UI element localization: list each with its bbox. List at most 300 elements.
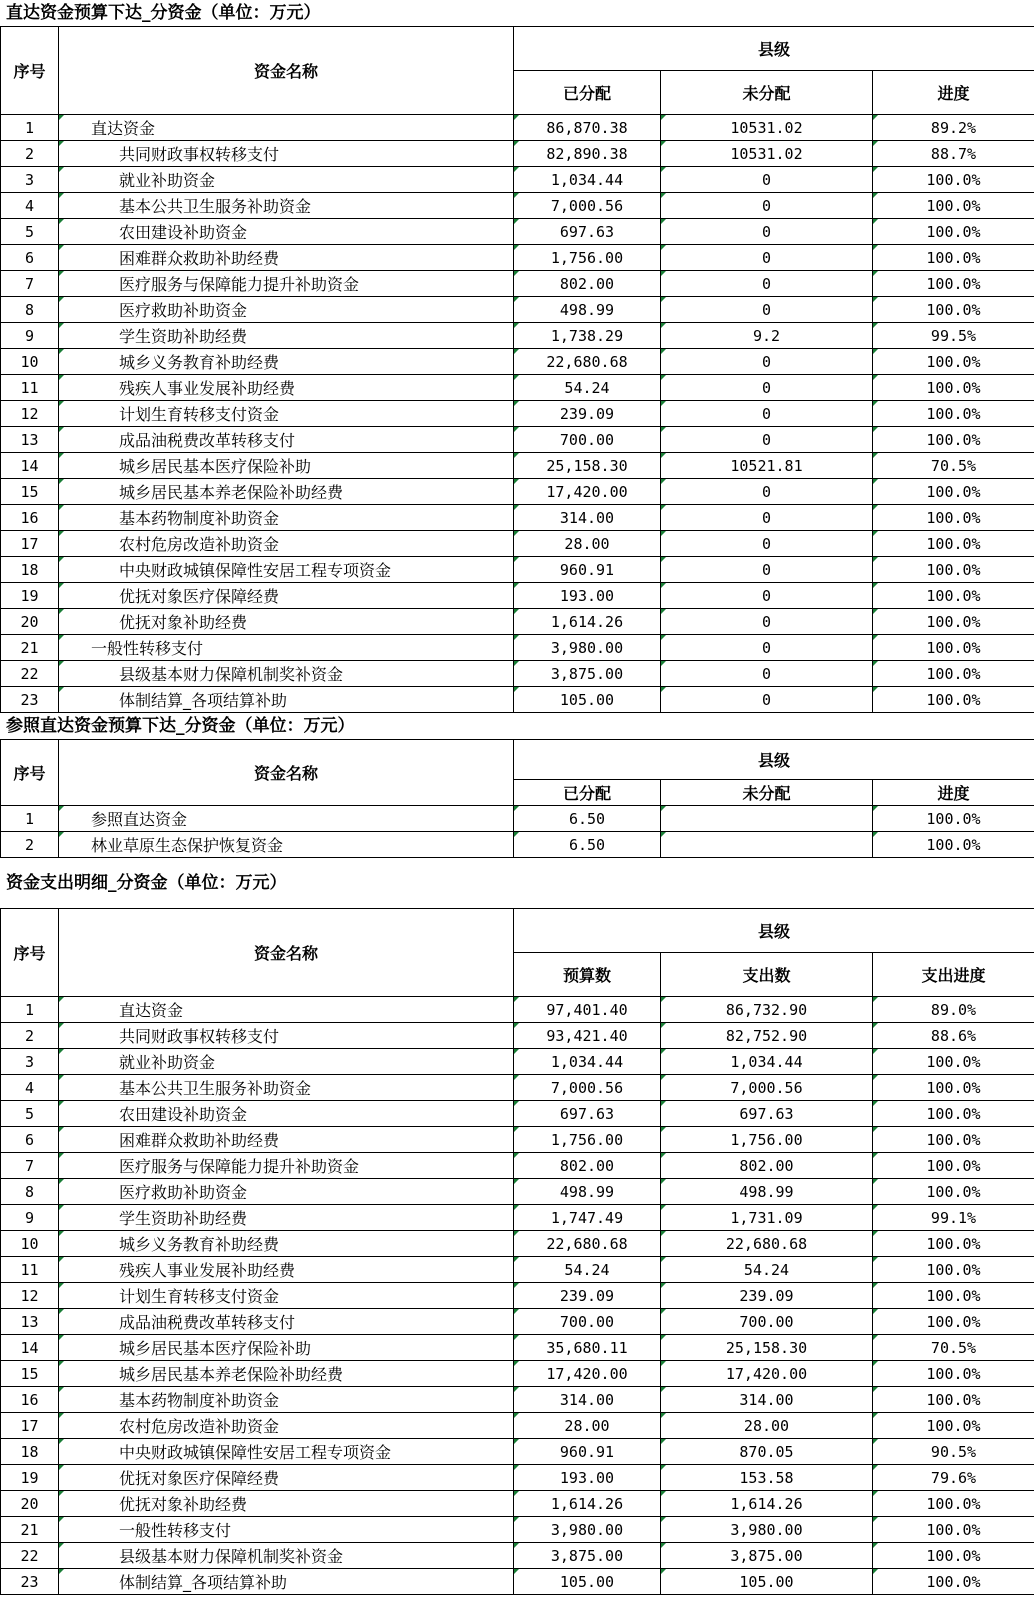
table-row (1, 219, 1034, 245)
table-row (1, 1179, 1034, 1205)
row-seq: 2 (1, 141, 59, 167)
row-progress: 70.5% (873, 453, 1034, 479)
header-allocated: 已分配 (514, 71, 661, 115)
table-row (1, 115, 1034, 141)
row-value-2: 697.63 (661, 1101, 873, 1127)
row-seq: 21 (1, 635, 59, 661)
table-row (1, 245, 1034, 271)
row-value-2: 17,420.00 (661, 1361, 873, 1387)
row-fund-name: 优抚对象医疗保障经费 (59, 583, 514, 609)
section1-title: 直达资金预算下达_分资金（单位：万元） (6, 3, 321, 23)
row-fund-name: 医疗服务与保障能力提升补助资金 (59, 271, 514, 297)
row-fund-name: 学生资助补助经费 (59, 323, 514, 349)
row-progress: 100.0% (873, 635, 1034, 661)
row-seq: 15 (1, 479, 59, 505)
row-progress: 100.0% (873, 832, 1034, 858)
row-seq: 1 (1, 115, 59, 141)
row-fund-name: 计划生育转移支付资金 (59, 1283, 514, 1309)
row-progress: 100.0% (873, 193, 1034, 219)
row-value-1: 1,614.26 (514, 1491, 661, 1517)
header-allocated: 已分配 (514, 780, 661, 806)
row-fund-name: 残疾人事业发展补助经费 (59, 1257, 514, 1283)
row-value-2: 700.00 (661, 1309, 873, 1335)
row-seq: 11 (1, 1257, 59, 1283)
table-row (1, 193, 1034, 219)
row-value-2: 28.00 (661, 1413, 873, 1439)
row-fund-name: 直达资金 (59, 115, 514, 141)
row-fund-name: 城乡义务教育补助经费 (59, 349, 514, 375)
row-seq: 3 (1, 167, 59, 193)
row-progress: 100.0% (873, 1231, 1034, 1257)
row-fund-name: 一般性转移支付 (59, 635, 514, 661)
table-row (1, 1387, 1034, 1413)
row-value-2: 0 (661, 375, 873, 401)
row-value-2: 7,000.56 (661, 1075, 873, 1101)
row-value-2: 105.00 (661, 1569, 873, 1595)
table-row (1, 1283, 1034, 1309)
row-seq: 6 (1, 1127, 59, 1153)
row-value-2: 0 (661, 427, 873, 453)
table-row (1, 531, 1034, 557)
row-value-2: 0 (661, 531, 873, 557)
row-seq: 20 (1, 1491, 59, 1517)
row-progress: 100.0% (873, 1569, 1034, 1595)
row-fund-name: 农田建设补助资金 (59, 219, 514, 245)
row-value-1: 17,420.00 (514, 1361, 661, 1387)
row-value-2 (661, 832, 873, 858)
row-progress: 100.0% (873, 1413, 1034, 1439)
row-seq: 12 (1, 401, 59, 427)
row-value-1: 97,401.40 (514, 997, 661, 1023)
row-value-2 (661, 806, 873, 832)
row-seq: 16 (1, 505, 59, 531)
row-value-1: 6.50 (514, 832, 661, 858)
row-seq: 13 (1, 1309, 59, 1335)
row-progress: 100.0% (873, 401, 1034, 427)
row-value-2: 25,158.30 (661, 1335, 873, 1361)
row-progress: 100.0% (873, 1257, 1034, 1283)
header-unallocated: 未分配 (661, 780, 873, 806)
row-value-2: 9.2 (661, 323, 873, 349)
row-fund-name: 中央财政城镇保障性安居工程专项资金 (59, 1439, 514, 1465)
row-seq: 16 (1, 1387, 59, 1413)
row-seq: 5 (1, 219, 59, 245)
table-row (1, 1543, 1034, 1569)
row-progress: 100.0% (873, 245, 1034, 271)
row-fund-name: 体制结算_各项结算补助 (59, 687, 514, 713)
row-progress: 100.0% (873, 479, 1034, 505)
row-value-1: 105.00 (514, 687, 661, 713)
row-seq: 2 (1, 832, 59, 858)
row-value-2: 0 (661, 557, 873, 583)
row-fund-name: 医疗服务与保障能力提升补助资金 (59, 1153, 514, 1179)
row-value-1: 3,980.00 (514, 635, 661, 661)
table-row (1, 271, 1034, 297)
row-value-1: 28.00 (514, 531, 661, 557)
row-progress: 100.0% (873, 687, 1034, 713)
row-seq: 7 (1, 1153, 59, 1179)
row-fund-name: 城乡居民基本医疗保险补助 (59, 1335, 514, 1361)
row-value-1: 3,875.00 (514, 1543, 661, 1569)
row-fund-name: 医疗救助补助资金 (59, 1179, 514, 1205)
row-value-1: 3,980.00 (514, 1517, 661, 1543)
table-row (1, 323, 1034, 349)
table-row (1, 1335, 1034, 1361)
table-row (1, 505, 1034, 531)
row-value-2: 0 (661, 245, 873, 271)
row-value-2: 0 (661, 583, 873, 609)
row-value-1: 3,875.00 (514, 661, 661, 687)
row-progress: 90.5% (873, 1439, 1034, 1465)
row-value-1: 314.00 (514, 1387, 661, 1413)
row-value-1: 314.00 (514, 505, 661, 531)
row-progress: 100.0% (873, 349, 1034, 375)
row-value-1: 697.63 (514, 219, 661, 245)
row-value-2: 54.24 (661, 1257, 873, 1283)
row-fund-name: 直达资金 (59, 997, 514, 1023)
section3-body (1, 997, 1034, 1595)
row-progress: 100.0% (873, 1543, 1034, 1569)
row-value-2: 0 (661, 167, 873, 193)
row-value-1: 700.00 (514, 1309, 661, 1335)
table-row (1, 635, 1034, 661)
header-expenditure-progress: 支出进度 (873, 953, 1034, 997)
row-value-2: 0 (661, 401, 873, 427)
row-fund-name: 优抚对象补助经费 (59, 609, 514, 635)
row-value-1: 25,158.30 (514, 453, 661, 479)
row-value-1: 82,890.38 (514, 141, 661, 167)
header-group: 县级 (514, 27, 1034, 71)
table-row (1, 297, 1034, 323)
row-value-1: 7,000.56 (514, 1075, 661, 1101)
row-progress: 100.0% (873, 1517, 1034, 1543)
table-row (1, 1361, 1034, 1387)
row-seq: 4 (1, 1075, 59, 1101)
row-value-2: 0 (661, 297, 873, 323)
row-value-1: 498.99 (514, 297, 661, 323)
header-seq: 序号 (1, 909, 59, 997)
row-value-1: 239.09 (514, 401, 661, 427)
row-value-1: 697.63 (514, 1101, 661, 1127)
table-row (1, 1023, 1034, 1049)
row-value-1: 22,680.68 (514, 349, 661, 375)
row-fund-name: 城乡居民基本养老保险补助经费 (59, 1361, 514, 1387)
header-unallocated: 未分配 (661, 71, 873, 115)
row-seq: 18 (1, 557, 59, 583)
row-progress: 100.0% (873, 271, 1034, 297)
header-group: 县级 (514, 909, 1034, 953)
row-value-1: 1,738.29 (514, 323, 661, 349)
row-fund-name: 基本公共卫生服务补助资金 (59, 193, 514, 219)
table-row (1, 1439, 1034, 1465)
table-row (1, 349, 1034, 375)
table-row (1, 1101, 1034, 1127)
row-value-1: 54.24 (514, 1257, 661, 1283)
row-value-1: 193.00 (514, 583, 661, 609)
table-row (1, 427, 1034, 453)
row-value-2: 82,752.90 (661, 1023, 873, 1049)
row-seq: 17 (1, 531, 59, 557)
row-fund-name: 成品油税费改革转移支付 (59, 427, 514, 453)
row-progress: 100.0% (873, 1179, 1034, 1205)
row-fund-name: 困难群众救助补助经费 (59, 245, 514, 271)
row-value-1: 960.91 (514, 557, 661, 583)
row-fund-name: 农田建设补助资金 (59, 1101, 514, 1127)
table-row (1, 1517, 1034, 1543)
row-fund-name: 就业补助资金 (59, 1049, 514, 1075)
row-value-1: 1,034.44 (514, 167, 661, 193)
row-value-2: 0 (661, 661, 873, 687)
header-name: 资金名称 (59, 909, 514, 997)
table-row (1, 997, 1034, 1023)
row-fund-name: 城乡居民基本医疗保险补助 (59, 453, 514, 479)
row-fund-name: 城乡居民基本养老保险补助经费 (59, 479, 514, 505)
header-progress: 进度 (873, 780, 1034, 806)
row-value-1: 1,747.49 (514, 1205, 661, 1231)
row-progress: 100.0% (873, 1153, 1034, 1179)
row-fund-name: 农村危房改造补助资金 (59, 1413, 514, 1439)
row-value-2: 0 (661, 609, 873, 635)
row-value-2: 0 (661, 349, 873, 375)
row-seq: 14 (1, 1335, 59, 1361)
row-value-2: 0 (661, 193, 873, 219)
header-seq: 序号 (1, 27, 59, 115)
row-value-2: 10531.02 (661, 115, 873, 141)
row-seq: 11 (1, 375, 59, 401)
row-value-1: 93,421.40 (514, 1023, 661, 1049)
table-row (1, 453, 1034, 479)
table-row (1, 1257, 1034, 1283)
row-value-2: 0 (661, 635, 873, 661)
row-seq: 23 (1, 1569, 59, 1595)
row-progress: 100.0% (873, 609, 1034, 635)
row-value-2: 1,731.09 (661, 1205, 873, 1231)
row-seq: 15 (1, 1361, 59, 1387)
row-value-1: 28.00 (514, 1413, 661, 1439)
row-progress: 100.0% (873, 1387, 1034, 1413)
header-seq: 序号 (1, 740, 59, 806)
table-row (1, 1569, 1034, 1595)
row-value-2: 314.00 (661, 1387, 873, 1413)
row-value-2: 3,875.00 (661, 1543, 873, 1569)
row-progress: 89.0% (873, 997, 1034, 1023)
table-row (1, 1075, 1034, 1101)
row-seq: 6 (1, 245, 59, 271)
table-row (1, 1465, 1034, 1491)
row-progress: 70.5% (873, 1335, 1034, 1361)
row-progress: 100.0% (873, 1101, 1034, 1127)
row-progress: 99.1% (873, 1205, 1034, 1231)
section2-table (0, 739, 1034, 858)
row-seq: 21 (1, 1517, 59, 1543)
table-row (1, 479, 1034, 505)
row-value-1: 7,000.56 (514, 193, 661, 219)
table-row (1, 375, 1034, 401)
table-row (1, 1205, 1034, 1231)
row-seq: 4 (1, 193, 59, 219)
row-progress: 100.0% (873, 1283, 1034, 1309)
row-progress: 100.0% (873, 1309, 1034, 1335)
row-progress: 100.0% (873, 1491, 1034, 1517)
row-value-2: 3,980.00 (661, 1517, 873, 1543)
row-fund-name: 就业补助资金 (59, 167, 514, 193)
row-value-1: 239.09 (514, 1283, 661, 1309)
table-row (1, 401, 1034, 427)
row-value-1: 802.00 (514, 1153, 661, 1179)
row-seq: 19 (1, 1465, 59, 1491)
table-row (1, 661, 1034, 687)
row-seq: 9 (1, 323, 59, 349)
section1-table (0, 26, 1034, 713)
row-progress: 100.0% (873, 1361, 1034, 1387)
table-row (1, 609, 1034, 635)
row-progress: 100.0% (873, 505, 1034, 531)
row-progress: 100.0% (873, 427, 1034, 453)
row-seq: 8 (1, 1179, 59, 1205)
row-value-1: 86,870.38 (514, 115, 661, 141)
row-seq: 3 (1, 1049, 59, 1075)
table-row (1, 687, 1034, 713)
row-fund-name: 学生资助补助经费 (59, 1205, 514, 1231)
row-fund-name: 县级基本财力保障机制奖补资金 (59, 1543, 514, 1569)
row-fund-name: 中央财政城镇保障性安居工程专项资金 (59, 557, 514, 583)
section3-table (0, 908, 1034, 1595)
row-seq: 9 (1, 1205, 59, 1231)
row-value-1: 960.91 (514, 1439, 661, 1465)
table-row (1, 806, 1034, 832)
row-seq: 18 (1, 1439, 59, 1465)
table-row (1, 1413, 1034, 1439)
row-progress: 99.5% (873, 323, 1034, 349)
row-seq: 19 (1, 583, 59, 609)
row-value-1: 54.24 (514, 375, 661, 401)
row-value-2: 86,732.90 (661, 997, 873, 1023)
row-value-1: 1,756.00 (514, 245, 661, 271)
row-value-1: 22,680.68 (514, 1231, 661, 1257)
row-value-2: 1,614.26 (661, 1491, 873, 1517)
row-progress: 100.0% (873, 583, 1034, 609)
table-row (1, 167, 1034, 193)
section2-title: 参照直达资金预算下达_分资金（单位：万元） (6, 716, 355, 736)
row-progress: 100.0% (873, 375, 1034, 401)
row-progress: 100.0% (873, 806, 1034, 832)
row-fund-name: 县级基本财力保障机制奖补资金 (59, 661, 514, 687)
row-seq: 12 (1, 1283, 59, 1309)
row-seq: 20 (1, 609, 59, 635)
row-value-1: 700.00 (514, 427, 661, 453)
row-seq: 14 (1, 453, 59, 479)
row-progress: 100.0% (873, 1127, 1034, 1153)
row-progress: 100.0% (873, 219, 1034, 245)
table-row (1, 1309, 1034, 1335)
row-fund-name: 残疾人事业发展补助经费 (59, 375, 514, 401)
row-value-1: 1,756.00 (514, 1127, 661, 1153)
row-value-2: 1,034.44 (661, 1049, 873, 1075)
row-value-1: 1,614.26 (514, 609, 661, 635)
row-progress: 79.6% (873, 1465, 1034, 1491)
row-value-1: 35,680.11 (514, 1335, 661, 1361)
row-value-2: 153.58 (661, 1465, 873, 1491)
row-seq: 1 (1, 806, 59, 832)
table-row (1, 1049, 1034, 1075)
row-value-1: 802.00 (514, 271, 661, 297)
row-fund-name: 医疗救助补助资金 (59, 297, 514, 323)
row-fund-name: 成品油税费改革转移支付 (59, 1309, 514, 1335)
row-seq: 2 (1, 1023, 59, 1049)
row-value-1: 6.50 (514, 806, 661, 832)
row-fund-name: 参照直达资金 (59, 806, 514, 832)
row-fund-name: 城乡义务教育补助经费 (59, 1231, 514, 1257)
row-progress: 100.0% (873, 1075, 1034, 1101)
row-fund-name: 基本公共卫生服务补助资金 (59, 1075, 514, 1101)
row-fund-name: 基本药物制度补助资金 (59, 505, 514, 531)
row-value-1: 498.99 (514, 1179, 661, 1205)
row-value-2: 239.09 (661, 1283, 873, 1309)
table-row (1, 583, 1034, 609)
header-expenditure: 支出数 (661, 953, 873, 997)
row-progress: 100.0% (873, 167, 1034, 193)
row-fund-name: 一般性转移支付 (59, 1517, 514, 1543)
row-seq: 22 (1, 661, 59, 687)
table-row (1, 141, 1034, 167)
row-progress: 100.0% (873, 1049, 1034, 1075)
row-progress: 100.0% (873, 557, 1034, 583)
row-fund-name: 共同财政事权转移支付 (59, 1023, 514, 1049)
row-fund-name: 林业草原生态保护恢复资金 (59, 832, 514, 858)
row-fund-name: 农村危房改造补助资金 (59, 531, 514, 557)
row-progress: 88.6% (873, 1023, 1034, 1049)
section1-body (1, 115, 1034, 713)
section3-title: 资金支出明细_分资金（单位：万元） (6, 873, 287, 893)
row-value-2: 0 (661, 219, 873, 245)
header-name: 资金名称 (59, 740, 514, 806)
row-value-2: 802.00 (661, 1153, 873, 1179)
table-row (1, 1491, 1034, 1517)
row-seq: 22 (1, 1543, 59, 1569)
row-seq: 5 (1, 1101, 59, 1127)
row-value-1: 1,034.44 (514, 1049, 661, 1075)
row-value-2: 10531.02 (661, 141, 873, 167)
row-value-2: 22,680.68 (661, 1231, 873, 1257)
row-seq: 7 (1, 271, 59, 297)
row-progress: 100.0% (873, 531, 1034, 557)
row-fund-name: 基本药物制度补助资金 (59, 1387, 514, 1413)
header-budget: 预算数 (514, 953, 661, 997)
header-name: 资金名称 (59, 27, 514, 115)
row-progress: 100.0% (873, 297, 1034, 323)
row-fund-name: 优抚对象补助经费 (59, 1491, 514, 1517)
row-value-2: 498.99 (661, 1179, 873, 1205)
section2-body (1, 806, 1034, 858)
row-fund-name: 共同财政事权转移支付 (59, 141, 514, 167)
row-progress: 100.0% (873, 661, 1034, 687)
table-row (1, 1127, 1034, 1153)
table-row (1, 557, 1034, 583)
header-progress: 进度 (873, 71, 1034, 115)
table-row (1, 1153, 1034, 1179)
row-value-1: 17,420.00 (514, 479, 661, 505)
table-row (1, 832, 1034, 858)
row-seq: 23 (1, 687, 59, 713)
row-value-2: 0 (661, 479, 873, 505)
row-seq: 10 (1, 1231, 59, 1257)
row-seq: 1 (1, 997, 59, 1023)
row-fund-name: 优抚对象医疗保障经费 (59, 1465, 514, 1491)
row-progress: 88.7% (873, 141, 1034, 167)
row-seq: 17 (1, 1413, 59, 1439)
row-value-2: 0 (661, 505, 873, 531)
row-value-2: 10521.81 (661, 453, 873, 479)
